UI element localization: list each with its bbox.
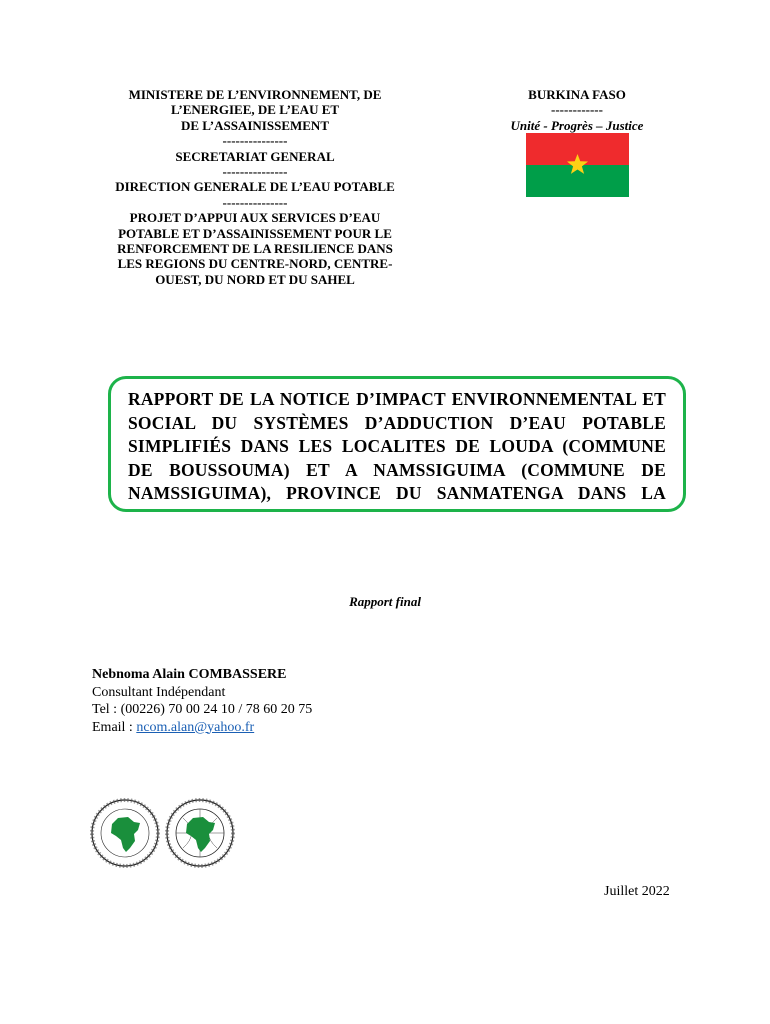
header-line: SECRETARIAT GENERAL	[175, 148, 335, 164]
african-development-bank-logo-icon	[92, 800, 158, 866]
country-name: BURKINA FASO	[528, 87, 626, 102]
title-line: SIMPLIFIÉS DANS LES LOCALITES DE LOUDA (COMMUNE	[128, 436, 666, 456]
header-line: DE L’ASSAINISSEMENT	[181, 117, 329, 133]
title-line: DE BOUSSOUMA) ET A NAMSSIGUIMA (COMMUNE DE	[128, 459, 666, 480]
author-block	[92, 666, 312, 736]
header-divider: ---------------	[222, 164, 288, 180]
header-line: PROJET D’APPUI AUX SERVICES D’EAU	[129, 210, 381, 226]
header-divider: ------------	[551, 102, 603, 118]
title-line: RAPPORT DE LA NOTICE D’IMPACT ENVIRONNEMENTAL ET	[128, 389, 666, 409]
author-phone: Tel : (00226) 70 00 24 10 / 78 60 20 75	[92, 702, 313, 717]
email-link[interactable]: ncom.alan@yahoo.fr	[136, 719, 255, 735]
national-motto: Unité - Progrès – Justice	[510, 117, 644, 133]
ministry-header	[90, 87, 420, 287]
header-line: LES REGIONS DU CENTRE-NORD, CENTRE-	[117, 256, 393, 272]
author-email-row	[92, 719, 312, 737]
title-line: NAMSSIGUIMA), PROVINCE DU SANMATENGA DANS LA	[128, 483, 666, 503]
header-line: POTABLE ET D’ASSAINISSEMENT POUR LE	[118, 225, 392, 241]
header-line: MINISTERE DE L’ENVIRONNEMENT, DE	[128, 87, 382, 102]
logo-graphic	[88, 796, 238, 870]
header-line: L’ENERGIEE, DE L’EAU ET	[170, 102, 340, 118]
header-divider: ---------------	[222, 133, 288, 149]
author-name: Nebnoma Alain COMBASSERE	[92, 667, 287, 682]
flag-star-icon	[566, 153, 589, 176]
partner-logos	[88, 796, 238, 870]
email-label: Email :	[92, 719, 137, 735]
header-line: RENFORCEMENT DE LA RESILIENCE DANS	[117, 241, 393, 257]
report-title-box	[108, 376, 686, 512]
header-line: DIRECTION GENERALE DE L’EAU POTABLE	[115, 179, 395, 195]
report-subtitle: Rapport final	[349, 594, 421, 609]
author-role: Consultant Indépendant	[92, 684, 226, 700]
report-date: Juillet 2022	[604, 884, 670, 899]
header-line: OUEST, DU NORD ET DU SAHEL	[155, 271, 355, 287]
header-divider: ---------------	[222, 194, 288, 210]
african-development-fund-logo-icon	[167, 800, 233, 866]
burkina-faso-flag-icon	[526, 133, 629, 197]
title-line: SOCIAL DU SYSTÈMES D’ADDUCTION D’EAU POTABLE	[128, 412, 666, 433]
country-header	[492, 87, 662, 133]
